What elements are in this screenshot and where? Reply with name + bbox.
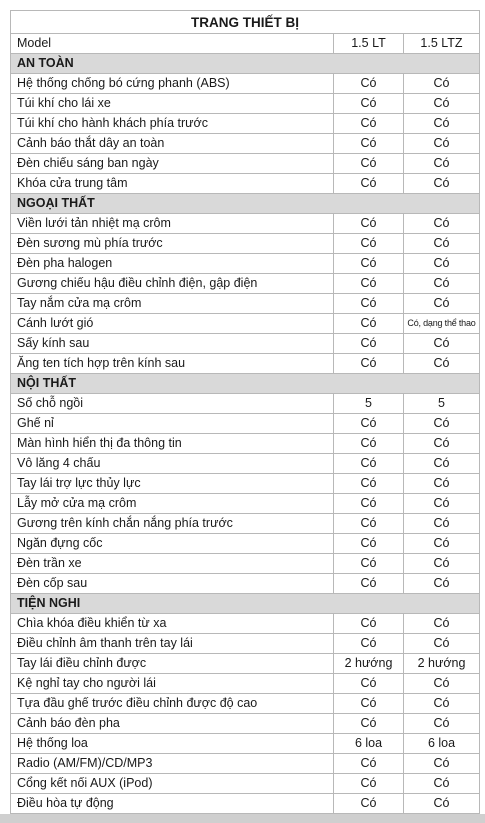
feature-cell: Đèn chiếu sáng ban ngày xyxy=(11,154,334,174)
table-row xyxy=(11,554,480,574)
ltz-value-cell: Có xyxy=(404,94,480,114)
feature-cell: Ngăn đựng cốc xyxy=(11,534,334,554)
table-row xyxy=(11,414,480,434)
ltz-value-cell: Có xyxy=(404,574,480,594)
ltz-value-cell: Có xyxy=(404,614,480,634)
table-row xyxy=(11,714,480,734)
section-title: AN TOÀN xyxy=(11,54,480,74)
ltz-value-cell: Có xyxy=(404,774,480,794)
equipment-spec-table xyxy=(10,10,480,814)
feature-cell: Ghế nỉ xyxy=(11,414,334,434)
feature-cell: Kệ nghỉ tay cho người lái xyxy=(11,674,334,694)
ltz-value-cell: Có xyxy=(404,514,480,534)
feature-cell: Hệ thống loa xyxy=(11,734,334,754)
table-row xyxy=(11,214,480,234)
feature-cell: Đèn trần xe xyxy=(11,554,334,574)
lt-value-cell: Có xyxy=(334,214,404,234)
feature-cell: Số chỗ ngồi xyxy=(11,394,334,414)
table-row xyxy=(11,74,480,94)
ltz-value-cell: Có xyxy=(404,694,480,714)
section-title: NGOẠI THẤT xyxy=(11,194,480,214)
lt-value-cell: Có xyxy=(334,334,404,354)
feature-cell: Radio (AM/FM)/CD/MP3 xyxy=(11,754,334,774)
ltz-value-cell: Có xyxy=(404,274,480,294)
lt-value-cell: Có xyxy=(334,474,404,494)
feature-cell: Hệ thống chống bó cứng phanh (ABS) xyxy=(11,74,334,94)
table-row xyxy=(11,254,480,274)
table-row xyxy=(11,134,480,154)
lt-value-cell: Có xyxy=(334,114,404,134)
lt-value-cell: Có xyxy=(334,134,404,154)
feature-cell: Khóa cửa trung tâm xyxy=(11,174,334,194)
ltz-value-cell: Có xyxy=(404,714,480,734)
ltz-value-cell: Có xyxy=(404,74,480,94)
table-row xyxy=(11,494,480,514)
column-header-model: Model xyxy=(11,34,334,54)
table-row xyxy=(11,454,480,474)
section-header-row xyxy=(11,194,480,214)
table-row xyxy=(11,574,480,594)
lt-value-cell: Có xyxy=(334,514,404,534)
table-body xyxy=(11,11,480,814)
lt-value-cell: Có xyxy=(334,434,404,454)
table-row xyxy=(11,794,480,814)
lt-value-cell: Có xyxy=(334,274,404,294)
ltz-value-cell: 2 hướng xyxy=(404,654,480,674)
feature-cell: Ăng ten tích hợp trên kính sau xyxy=(11,354,334,374)
lt-value-cell: Có xyxy=(334,414,404,434)
feature-cell: Đèn sương mù phía trước xyxy=(11,234,334,254)
ltz-value-cell: Có xyxy=(404,354,480,374)
section-header-row xyxy=(11,54,480,74)
feature-cell: Vô lăng 4 chấu xyxy=(11,454,334,474)
feature-cell: Điều hòa tự động xyxy=(11,794,334,814)
table-row xyxy=(11,334,480,354)
table-row xyxy=(11,154,480,174)
ltz-value-cell: Có xyxy=(404,414,480,434)
feature-cell: Lẫy mở cửa mạ crôm xyxy=(11,494,334,514)
feature-cell: Gương chiếu hậu điều chỉnh điện, gập điện xyxy=(11,274,334,294)
feature-cell: Túi khí cho hành khách phía trước xyxy=(11,114,334,134)
feature-cell: Tay lái điều chỉnh được xyxy=(11,654,334,674)
ltz-value-cell: Có xyxy=(404,214,480,234)
table-row xyxy=(11,774,480,794)
ltz-value-cell: Có xyxy=(404,634,480,654)
feature-cell: Tựa đầu ghế trước điều chỉnh được độ cao xyxy=(11,694,334,714)
lt-value-cell: Có xyxy=(334,714,404,734)
feature-cell: Đèn pha halogen xyxy=(11,254,334,274)
ltz-value-cell: Có xyxy=(404,754,480,774)
lt-value-cell: 6 loa xyxy=(334,734,404,754)
feature-cell: Viền lưới tản nhiệt mạ crôm xyxy=(11,214,334,234)
feature-cell: Cổng kết nối AUX (iPod) xyxy=(11,774,334,794)
table-row xyxy=(11,294,480,314)
table-row xyxy=(11,734,480,754)
table-row xyxy=(11,614,480,634)
ltz-value-cell: Có xyxy=(404,294,480,314)
column-header-lt: 1.5 LT xyxy=(334,34,404,54)
ltz-value-cell: Có xyxy=(404,434,480,454)
feature-cell: Cảnh báo đèn pha xyxy=(11,714,334,734)
lt-value-cell: Có xyxy=(334,574,404,594)
lt-value-cell: Có xyxy=(334,354,404,374)
lt-value-cell: Có xyxy=(334,674,404,694)
ltz-value-cell: Có xyxy=(404,474,480,494)
table-title: TRANG THIẾT BỊ xyxy=(11,11,480,34)
ltz-value-cell: 6 loa xyxy=(404,734,480,754)
lt-value-cell: Có xyxy=(334,234,404,254)
ltz-value-cell: Có xyxy=(404,174,480,194)
lt-value-cell: Có xyxy=(334,634,404,654)
ltz-value-cell: Có xyxy=(404,534,480,554)
lt-value-cell: Có xyxy=(334,494,404,514)
lt-value-cell: Có xyxy=(334,154,404,174)
lt-value-cell: Có xyxy=(334,694,404,714)
ltz-value-cell: Có xyxy=(404,494,480,514)
ltz-value-cell: Có xyxy=(404,254,480,274)
ltz-value-cell: Có xyxy=(404,674,480,694)
lt-value-cell: Có xyxy=(334,254,404,274)
ltz-value-cell: Có xyxy=(404,114,480,134)
table-row xyxy=(11,354,480,374)
lt-value-cell: Có xyxy=(334,554,404,574)
section-title: NỘI THẤT xyxy=(11,374,480,394)
lt-value-cell: Có xyxy=(334,174,404,194)
table-row xyxy=(11,94,480,114)
lt-value-cell: Có xyxy=(334,534,404,554)
table-row xyxy=(11,114,480,134)
lt-value-cell: Có xyxy=(334,774,404,794)
table-row xyxy=(11,514,480,534)
lt-value-cell: Có xyxy=(334,74,404,94)
feature-cell: Tay nắm cửa mạ crôm xyxy=(11,294,334,314)
table-row xyxy=(11,474,480,494)
lt-value-cell: Có xyxy=(334,614,404,634)
table-row xyxy=(11,274,480,294)
feature-cell: Chìa khóa điều khiển từ xa xyxy=(11,614,334,634)
table-row xyxy=(11,314,480,334)
feature-cell: Màn hình hiển thị đa thông tin xyxy=(11,434,334,454)
lt-value-cell: Có xyxy=(334,454,404,474)
section-header-row xyxy=(11,374,480,394)
feature-cell: Cánh lướt gió xyxy=(11,314,334,334)
ltz-value-cell: Có xyxy=(404,154,480,174)
feature-cell: Túi khí cho lái xe xyxy=(11,94,334,114)
feature-cell: Điều chỉnh âm thanh trên tay lái xyxy=(11,634,334,654)
ltz-value-cell: Có xyxy=(404,454,480,474)
table-row xyxy=(11,534,480,554)
table-row xyxy=(11,634,480,654)
lt-value-cell: Có xyxy=(334,94,404,114)
column-header-ltz: 1.5 LTZ xyxy=(404,34,480,54)
table-row xyxy=(11,694,480,714)
page-bottom-band xyxy=(0,814,485,823)
section-title: TIỆN NGHI xyxy=(11,594,480,614)
lt-value-cell: Có xyxy=(334,294,404,314)
ltz-value-cell: Có xyxy=(404,134,480,154)
ltz-value-cell: Có xyxy=(404,794,480,814)
table-row xyxy=(11,754,480,774)
table-row xyxy=(11,174,480,194)
feature-cell: Gương trên kính chắn nắng phía trước xyxy=(11,514,334,534)
table-row xyxy=(11,434,480,454)
feature-cell: Đèn cốp sau xyxy=(11,574,334,594)
lt-value-cell: 2 hướng xyxy=(334,654,404,674)
column-header-row xyxy=(11,34,480,54)
table-row xyxy=(11,654,480,674)
lt-value-cell: Có xyxy=(334,754,404,774)
feature-cell: Cảnh báo thắt dây an toàn xyxy=(11,134,334,154)
ltz-value-cell: Có xyxy=(404,334,480,354)
ltz-value-cell: Có, dạng thể thao xyxy=(404,314,480,334)
feature-cell: Sấy kính sau xyxy=(11,334,334,354)
table-row xyxy=(11,674,480,694)
feature-cell: Tay lái trợ lực thủy lực xyxy=(11,474,334,494)
table-row xyxy=(11,394,480,414)
table-row xyxy=(11,234,480,254)
lt-value-cell: Có xyxy=(334,314,404,334)
table-title-row xyxy=(11,11,480,34)
ltz-value-cell: 5 xyxy=(404,394,480,414)
ltz-value-cell: Có xyxy=(404,554,480,574)
section-header-row xyxy=(11,594,480,614)
lt-value-cell: 5 xyxy=(334,394,404,414)
lt-value-cell: Có xyxy=(334,794,404,814)
ltz-value-cell: Có xyxy=(404,234,480,254)
